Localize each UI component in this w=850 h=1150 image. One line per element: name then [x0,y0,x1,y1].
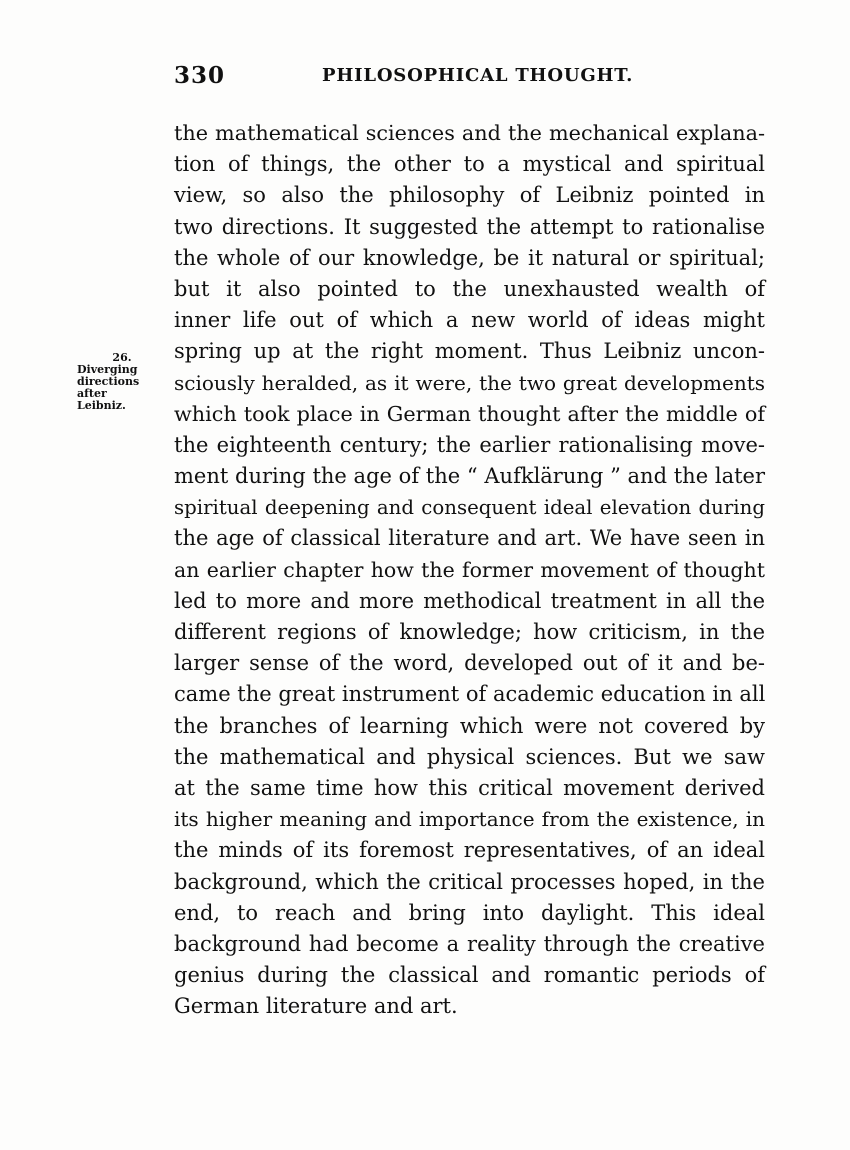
margin-note-line: directions [77,375,140,388]
text-line: the mathematical sciences and the mechanical explana- [174,121,765,145]
text-line: view, so also the philosophy of Leibniz pointed in [174,183,765,208]
text-line: genius during the classical and romantic periods of [174,963,765,988]
text-line: the branches of learning which were not covered by [174,713,765,738]
text-line: inner life out of which a new world of ideas might [174,308,765,333]
running-title: PHILOSOPHICAL THOUGHT. [322,65,634,86]
running-head [174,62,764,96]
text-line: German literature and art. [174,994,458,1019]
text-line: background had become a reality through the creative [174,931,765,956]
text-line: the minds of its foremost representatives, of an ideal [174,838,765,863]
body-paragraph [174,118,765,1022]
text-line: the mathematical and physical sciences. But we saw [174,744,765,769]
text-line: larger sense of the word, developed out of it and be- [174,651,765,676]
text-line: the whole of our knowledge, be it natural or spiritual; [174,245,765,270]
text-line: its higher meaning and importance from the existence, in [174,807,765,832]
text-line: the age of classical literature and art. We have seen in [174,526,765,551]
margin-note-line: after [77,387,107,400]
margin-note-line: Diverging [77,363,138,376]
margin-note-line: Leibniz. [77,399,126,412]
text-line: ment during the age of the “ Aufklärung ” and the later [174,464,765,489]
text-line: which took place in German thought after the middle of [174,401,765,426]
text-line: at the same time how this critical movement derived [174,775,765,800]
text-line: the eighteenth century; the earlier rationalising move- [174,432,765,457]
text-line: spring up at the right moment. Thus Leibniz uncon- [174,339,765,364]
text-line: two directions. It suggested the attempt to rationalise [174,214,765,239]
text-line: spiritual deepening and consequent ideal elevation during [174,496,765,520]
text-line: end, to reach and bring into daylight. This ideal [174,900,765,925]
text-line: came the great instrument of academic education in all [174,682,766,707]
text-line: led to more and more methodical treatment in all the [174,588,765,613]
margin-note-number: 26. [112,351,132,364]
text-line: an earlier chapter how the former movement of thought [174,557,765,582]
text-line: but it also pointed to the unexhausted wealth of [174,276,765,301]
text-line: background, which the critical processes hoped, in the [174,869,765,894]
text-line: tion of things, the other to a mystical and spiritual [174,152,765,177]
margin-note [77,352,157,412]
text-line: sciously heralded, as it were, the two great developments [174,370,765,395]
text-line: different regions of knowledge; how criticism, in the [174,620,765,644]
page-number: 330 [174,62,226,89]
